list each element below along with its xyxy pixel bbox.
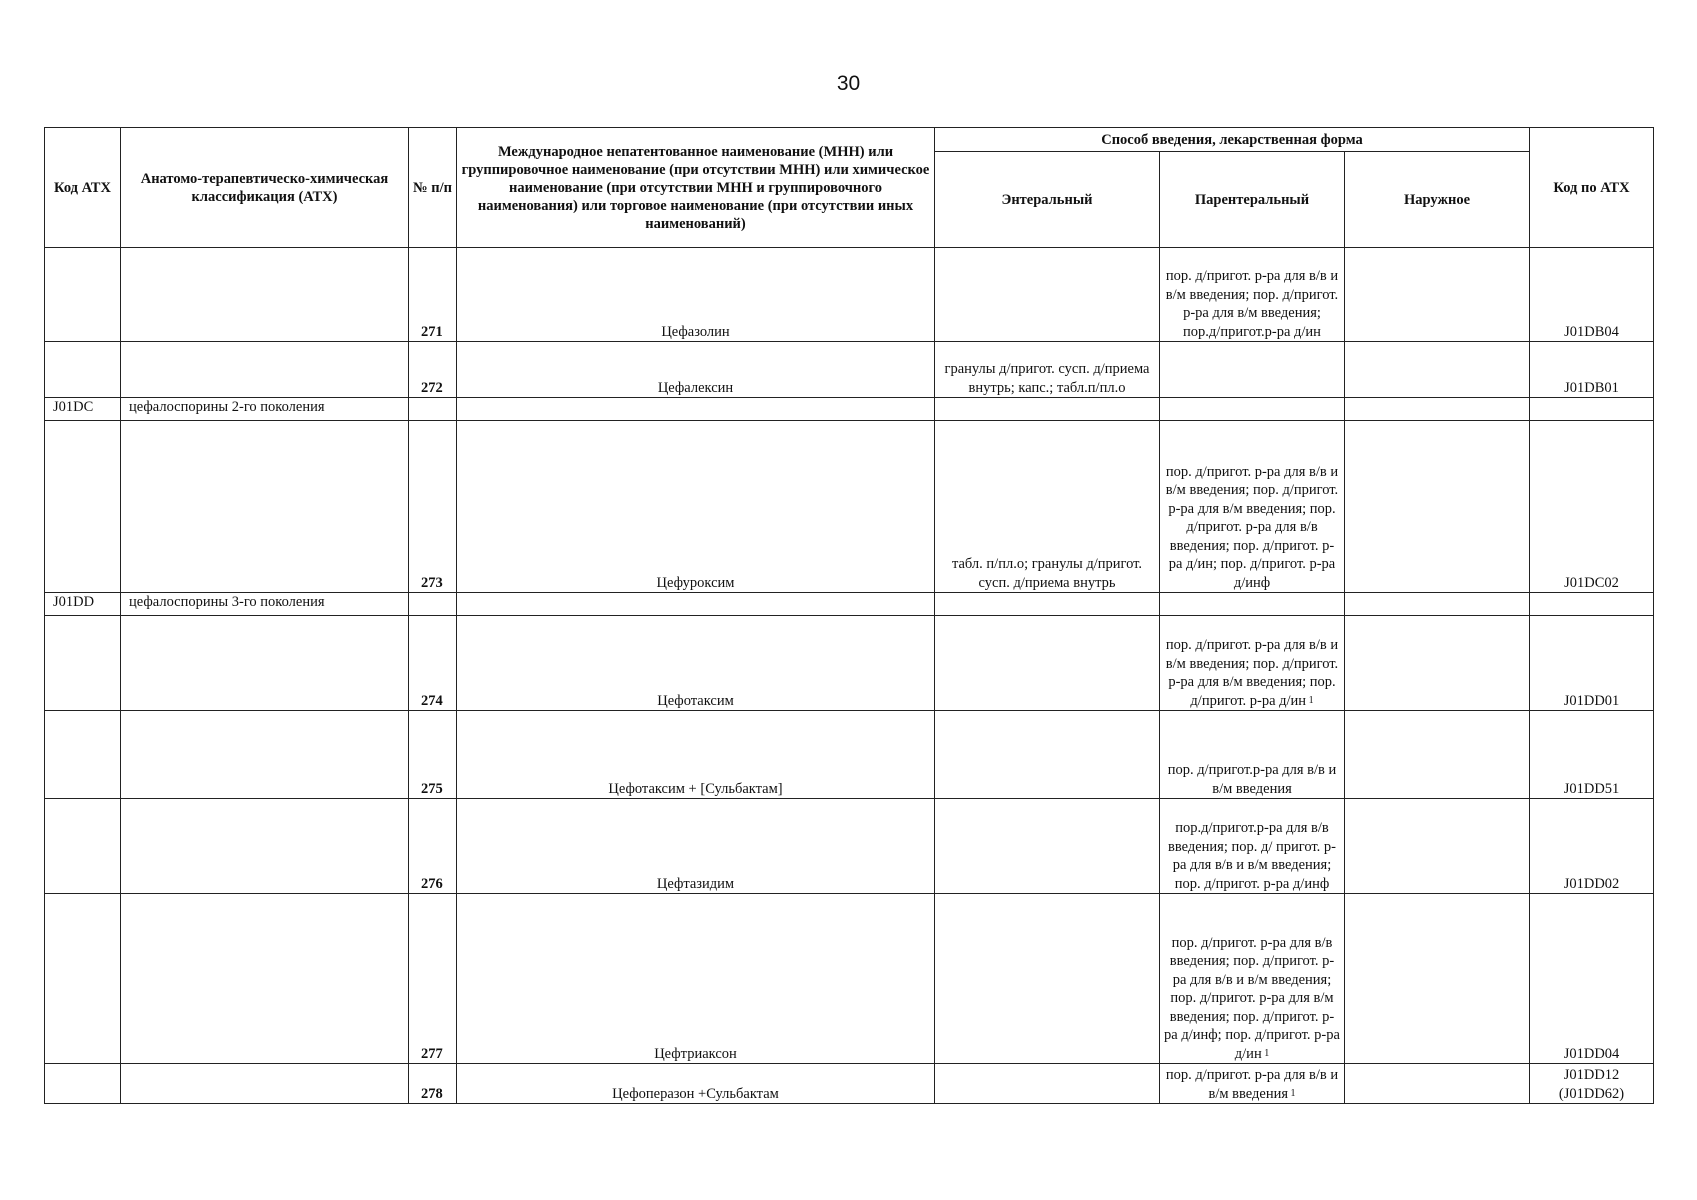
classification-cell — [121, 1064, 409, 1104]
table-row — [45, 799, 1654, 894]
atx-code-right-cell — [1530, 894, 1654, 1064]
classification-cell — [121, 421, 409, 593]
classification-cell — [121, 616, 409, 711]
header-route-group: Способ введения, лекарственная форма — [935, 128, 1530, 152]
atx-code-cell — [45, 799, 121, 894]
parenteral-form: пор. д/пригот. р-ра для в/в и в/м введения; пор. д/пригот. р-ра для в/м введения; пор. д/пригот. р-ра для в/в введения; пор. д/пригот. р-ра д/ин; пор. д/пригот. р-ра д/инф — [1160, 421, 1345, 593]
atx-code-value: J01DD51 — [1563, 780, 1620, 797]
header-enteral: Энтеральный — [935, 152, 1160, 248]
table-row — [45, 1064, 1654, 1104]
atx-code-value: J01DB01 — [1564, 379, 1619, 396]
enteral-form — [935, 711, 1160, 799]
atx-code-right-cell — [1530, 799, 1654, 894]
enteral-form — [935, 616, 1160, 711]
classification-cell — [121, 342, 409, 398]
table-row — [45, 711, 1654, 799]
header-drug-name: Международное непатентованное наименование (МНН) или группировочное наименование (при отсутствии МНН) или химическое наименование (при отсутствии МНН и группировочного наименования) или торговое наименование (при отсутствии иных наименований) — [457, 128, 935, 248]
empty-cell — [1160, 398, 1345, 421]
row-number: 272 — [409, 342, 457, 398]
group-row — [45, 398, 1654, 421]
atx-group-code: J01DD — [45, 593, 121, 616]
atx-code-cell — [45, 421, 121, 593]
parenteral-form — [1160, 342, 1345, 398]
parenteral-form: пор.д/пригот.р-ра для в/в введения; пор. д/ пригот. р-ра для в/в и в/м введения; пор. д/пригот. р-ра д/инф — [1160, 799, 1345, 894]
header-atx-code: Код АТХ — [45, 128, 121, 248]
row-number: 278 — [409, 1064, 457, 1104]
atx-code-right-cell — [1530, 711, 1654, 799]
external-form — [1345, 248, 1530, 342]
enteral-form: табл. п/пл.о; гранулы д/пригот. сусп. д/приема внутрь — [935, 421, 1160, 593]
atx-code-right-cell — [1530, 342, 1654, 398]
row-number: 275 — [409, 711, 457, 799]
empty-cell — [1345, 398, 1530, 421]
atx-code-value: J01DD02 — [1563, 875, 1620, 892]
footnote-mark: 1 — [1306, 694, 1314, 706]
footnote-mark: 1 — [1261, 1047, 1270, 1059]
table-row — [45, 616, 1654, 711]
empty-cell — [935, 398, 1160, 421]
atx-code-right-cell — [1530, 616, 1654, 711]
atx-code-value: J01DD04 — [1563, 1045, 1620, 1062]
empty-cell — [409, 593, 457, 616]
atx-code-cell — [45, 616, 121, 711]
empty-cell — [1345, 593, 1530, 616]
external-form — [1345, 421, 1530, 593]
atx-code-right-cell — [1530, 248, 1654, 342]
external-form — [1345, 342, 1530, 398]
enteral-form — [935, 1064, 1160, 1104]
row-number: 276 — [409, 799, 457, 894]
parenteral-form: пор. д/пригот.р-ра для в/в и в/м введения — [1160, 711, 1345, 799]
atx-group-code: J01DC — [45, 398, 121, 421]
drug-name: Цефтазидим — [457, 799, 935, 894]
row-number: 277 — [409, 894, 457, 1064]
table-row — [45, 342, 1654, 398]
header-parenteral: Парентеральный — [1160, 152, 1345, 248]
drug-name: Цефтриаксон — [457, 894, 935, 1064]
atx-code-cell — [45, 711, 121, 799]
empty-cell — [1160, 593, 1345, 616]
classification-cell — [121, 711, 409, 799]
enteral-form: гранулы д/пригот. сусп. д/приема внутрь; капс.; табл.п/пл.о — [935, 342, 1160, 398]
drug-name: Цефуроксим — [457, 421, 935, 593]
group-row — [45, 593, 1654, 616]
table-row — [45, 421, 1654, 593]
atx-code-right-cell — [1530, 421, 1654, 593]
atx-code-alt-value: (J01DD62) — [1558, 1085, 1625, 1102]
classification-cell — [121, 894, 409, 1064]
enteral-form — [935, 248, 1160, 342]
empty-cell — [457, 593, 935, 616]
parenteral-form: пор. д/пригот. р-ра для в/в и в/м введения; пор. д/пригот. р-ра для в/м введения; пор.д/пригот.р-ра д/ин — [1160, 248, 1345, 342]
empty-cell — [935, 593, 1160, 616]
drug-table — [44, 127, 1654, 1104]
atx-code-cell — [45, 248, 121, 342]
atx-code-value: J01DB04 — [1564, 323, 1619, 340]
empty-cell — [409, 398, 457, 421]
external-form — [1345, 894, 1530, 1064]
parenteral-form: пор. д/пригот. р-ра для в/в введения; пор. д/пригот. р-ра для в/в и в/м введения; пор. д/пригот. р-ра для в/м введения; пор. д/пригот. р-ра д/инф; пор. д/пригот. р-ра д/ин $^1$ — [1160, 894, 1345, 1064]
atx-code-cell — [45, 342, 121, 398]
empty-cell — [1530, 398, 1654, 421]
empty-cell — [1530, 593, 1654, 616]
atx-code-value: J01DC02 — [1564, 574, 1619, 591]
atx-group-classification: цефалоспорины 3-го поколения — [121, 593, 409, 616]
external-form — [1345, 616, 1530, 711]
external-form — [1345, 799, 1530, 894]
header-atx-code-right: Код по АТХ — [1530, 128, 1654, 248]
table-row — [45, 248, 1654, 342]
header-external: Наружное — [1345, 152, 1530, 248]
enteral-form — [935, 894, 1160, 1064]
page-number: 30 — [836, 72, 861, 95]
drug-name: Цефоперазон +Сульбактам — [457, 1064, 935, 1104]
parenteral-form: пор. д/пригот. р-ра для в/в и в/м введения; пор. д/пригот. р-ра для в/м введения; пор. д/пригот. р-ра д/ин $^1$ — [1160, 616, 1345, 711]
classification-cell — [121, 799, 409, 894]
atx-code-cell — [45, 894, 121, 1064]
header-classification: Анатомо-терапевтическо-химическая классификация (АТХ) — [121, 128, 409, 248]
empty-cell — [457, 398, 935, 421]
drug-name: Цефотаксим — [457, 616, 935, 711]
row-number: 274 — [409, 616, 457, 711]
classification-cell — [121, 248, 409, 342]
atx-code-value: J01DD01 — [1563, 692, 1620, 709]
parenteral-form: пор. д/пригот. р-ра для в/в и в/м введения $^1$ — [1160, 1064, 1345, 1104]
drug-name: Цефазолин — [457, 248, 935, 342]
table-body — [45, 248, 1654, 1104]
enteral-form — [935, 799, 1160, 894]
row-number: 271 — [409, 248, 457, 342]
header-number: № п/п — [409, 128, 457, 248]
external-form — [1345, 711, 1530, 799]
atx-group-classification: цефалоспорины 2-го поколения — [121, 398, 409, 421]
drug-name: Цефотаксим + [Сульбактам] — [457, 711, 935, 799]
table-row — [45, 894, 1654, 1064]
external-form — [1345, 1064, 1530, 1104]
atx-code-value: J01DD12 — [1563, 1067, 1620, 1083]
footnote-mark: 1 — [1288, 1087, 1296, 1099]
row-number: 273 — [409, 421, 457, 593]
atx-code-right-cell — [1530, 1064, 1654, 1104]
atx-code-cell — [45, 1064, 121, 1104]
drug-name: Цефалексин — [457, 342, 935, 398]
